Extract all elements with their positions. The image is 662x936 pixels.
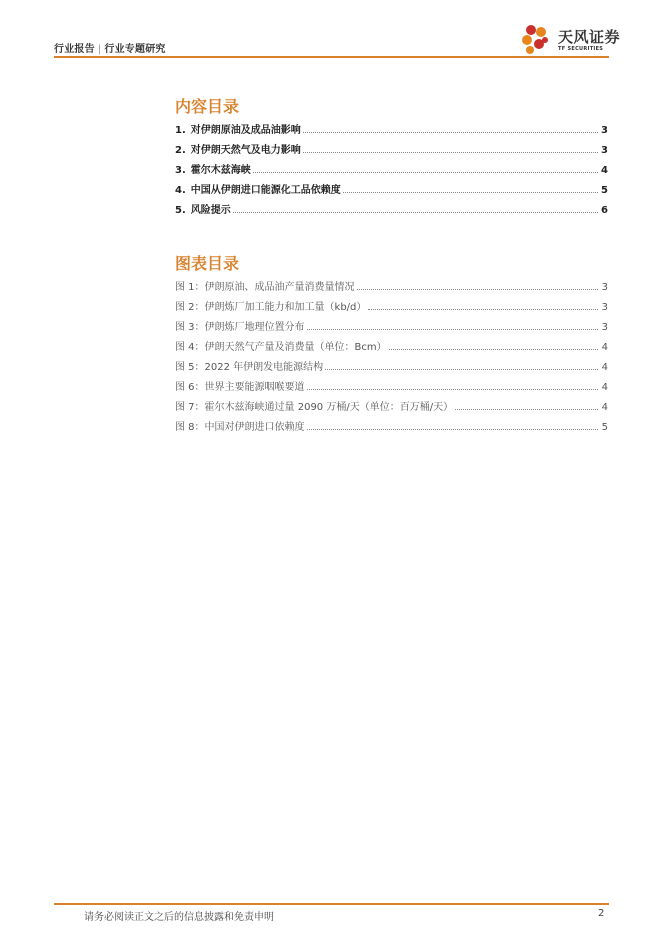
figure-entry-page: 3 bbox=[601, 282, 608, 293]
toc-entry[interactable] bbox=[175, 201, 608, 215]
figure-entry[interactable] bbox=[175, 298, 608, 312]
figure-entry-page: 4 bbox=[601, 342, 608, 353]
figure-leader-dots bbox=[357, 288, 598, 290]
header-divider-line bbox=[54, 56, 609, 58]
figure-entry-label: 图 3：伊朗炼厂地理位置分布 bbox=[175, 322, 305, 333]
figure-leader-dots bbox=[455, 408, 598, 410]
report-subtype: 行业专题研究 bbox=[104, 44, 166, 55]
figure-leader-dots bbox=[368, 308, 598, 310]
toc-entry-page: 3 bbox=[601, 145, 608, 156]
figure-entry[interactable] bbox=[175, 358, 608, 372]
figure-entry[interactable] bbox=[175, 318, 608, 332]
page-number: 2 bbox=[598, 908, 605, 919]
figures-title: 图表目录 bbox=[175, 254, 240, 273]
toc-entry-page: 5 bbox=[601, 185, 608, 196]
toc-entry[interactable] bbox=[175, 181, 608, 195]
figure-entry-label: 图 2：伊朗炼厂加工能力和加工量（kb/d） bbox=[175, 302, 367, 313]
figure-entry[interactable] bbox=[175, 378, 608, 392]
footer-disclaimer: 请务必阅读正文之后的信息披露和免责申明 bbox=[84, 912, 274, 923]
contents-title: 内容目录 bbox=[175, 97, 240, 116]
toc-entry-label: 中国从伊朗进口能源化工品依赖度 bbox=[190, 185, 341, 196]
toc-entry-label: 霍尔木兹海峡 bbox=[190, 165, 251, 176]
figure-entry-label: 图 5：2022 年伊朗发电能源结构 bbox=[175, 362, 324, 373]
figure-entry[interactable] bbox=[175, 398, 608, 412]
toc-entry-number: 5. bbox=[175, 205, 186, 216]
figure-entry-label: 图 4：伊朗天然气产量及消费量（单位：Bcm） bbox=[175, 342, 387, 353]
toc-leader-dots bbox=[233, 211, 598, 213]
toc-entry-label: 对伊朗原油及成品油影响 bbox=[190, 125, 301, 136]
figure-leader-dots bbox=[307, 328, 598, 330]
figure-entry[interactable] bbox=[175, 278, 608, 292]
figure-entry-label: 图 8：中国对伊朗进口依赖度 bbox=[175, 422, 305, 433]
toc-entry[interactable] bbox=[175, 121, 608, 135]
toc-leader-dots bbox=[253, 171, 598, 173]
header-divider: | bbox=[97, 44, 102, 55]
toc-entry-label: 对伊朗天然气及电力影响 bbox=[190, 145, 301, 156]
figure-entry-label: 图 7：霍尔木兹海峡通过量 2090 万桶/天（单位：百万桶/天） bbox=[175, 402, 454, 413]
toc-entry-number: 4. bbox=[175, 185, 186, 196]
figure-leader-dots bbox=[325, 368, 598, 370]
figure-entry-page: 3 bbox=[601, 302, 608, 313]
figure-entry-label: 图 6：世界主要能源咽喉要道 bbox=[175, 382, 305, 393]
toc-entry-number: 3. bbox=[175, 165, 186, 176]
toc-entry-label: 风险提示 bbox=[190, 205, 231, 216]
figure-entry-label: 图 1：伊朗原油、成品油产量消费量情况 bbox=[175, 282, 355, 293]
figure-entry[interactable] bbox=[175, 418, 608, 432]
toc-leader-dots bbox=[303, 151, 598, 153]
toc-leader-dots bbox=[343, 191, 598, 193]
toc-entry-page: 3 bbox=[601, 125, 608, 136]
toc-entry-page: 6 bbox=[601, 205, 608, 216]
figure-entry-page: 4 bbox=[601, 402, 608, 413]
toc-entry-number: 1. bbox=[175, 125, 186, 136]
figure-leader-dots bbox=[389, 348, 598, 350]
figure-leader-dots bbox=[307, 388, 598, 390]
figure-entry-page: 4 bbox=[601, 382, 608, 393]
footer-divider-line bbox=[54, 903, 609, 905]
toc-entry-page: 4 bbox=[601, 165, 608, 176]
report-type: 行业报告 bbox=[54, 44, 95, 55]
brand-name: 天风证券 bbox=[558, 28, 621, 46]
toc-entry-number: 2. bbox=[175, 145, 186, 156]
toc-entry[interactable] bbox=[175, 141, 608, 155]
figure-entry-page: 4 bbox=[601, 362, 608, 373]
figure-leader-dots bbox=[307, 428, 598, 430]
figure-entry-page: 5 bbox=[601, 422, 608, 433]
brand-subtitle: TF SECURITIES bbox=[558, 46, 604, 52]
header-report-type bbox=[54, 40, 166, 55]
toc-entry[interactable] bbox=[175, 161, 608, 175]
figure-entry-page: 3 bbox=[601, 322, 608, 333]
figure-entry[interactable] bbox=[175, 338, 608, 352]
toc-leader-dots bbox=[303, 131, 598, 133]
